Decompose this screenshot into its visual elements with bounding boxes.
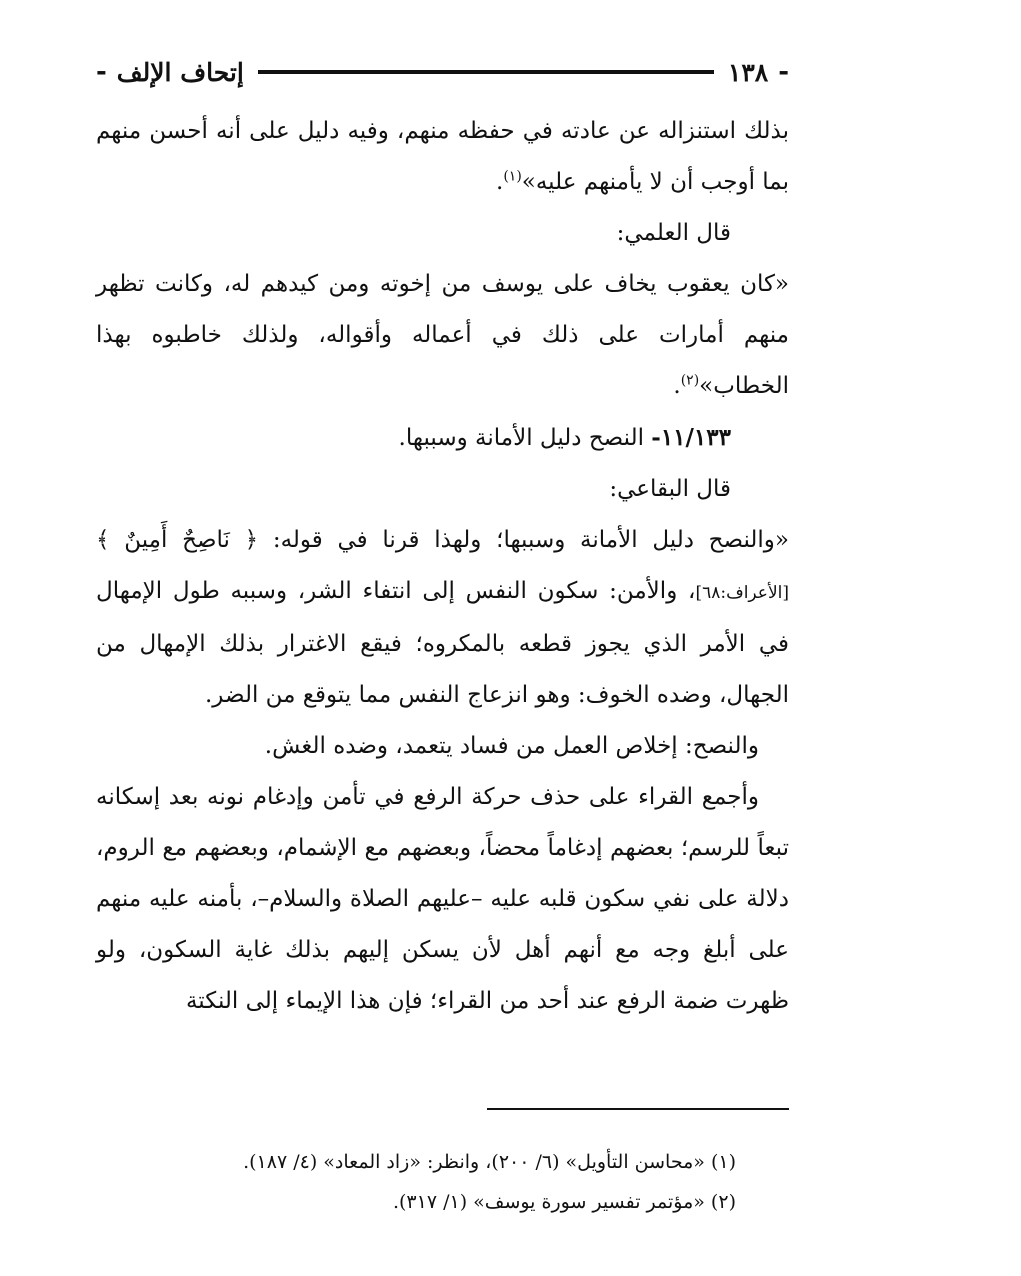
section-heading: [96, 412, 789, 464]
paragraph-2-end: .: [673, 373, 681, 399]
paragraph-2: [96, 259, 789, 412]
verse-reference: [الأعراف:٦٨]: [695, 583, 789, 603]
section-title: النصح دليل الأمانة وسببها.: [398, 425, 644, 451]
paragraph-3-start: «والنصح دليل الأمانة وسببها؛ ولهذا قرنا في قوله:: [258, 527, 789, 553]
paragraph-1-end: .: [496, 169, 504, 195]
header-trailing-dash: -: [96, 57, 107, 87]
label-albiqai: قال البقاعي:: [609, 476, 731, 502]
book-title: إتحاف الإلف: [116, 57, 244, 87]
paragraph-4: والنصح: إخلاص العمل من فساد يتعمد، وضده الغش.: [264, 733, 759, 759]
footnote-separator: [487, 1108, 789, 1110]
footnote-2: (٢) «مؤتمر تفسير سورة يوسف» (١/ ٣١٧).: [392, 1191, 736, 1213]
header-rule: [258, 70, 714, 74]
paragraph-2-text: «كان يعقوب يخاف على يوسف من إخوته ومن كيدهم له، وكانت تظهر منهم أمارات على ذلك في أعماله وأقواله، ولذلك خاطبوه بهذا الخطاب»: [96, 271, 789, 399]
main-text: [96, 106, 789, 1027]
section-number: ١١/١٣٣-: [651, 424, 731, 451]
footnote-ref-2: (٢): [680, 372, 700, 389]
footnote-ref-1: (١): [503, 168, 522, 185]
paragraph-3-rest: ، والأمن: سكون النفس إلى انتفاء الشر، وسببه طول الإمهال في الأمر الذي يجوز قطعه بالمكروه؛ فيقع الاغترار بذلك الإمهال من الجهال، وضده الخوف: وهو انزعاج النفس مما يتوقع من الضر.: [96, 578, 789, 708]
header-dash: -: [778, 57, 789, 87]
paragraph-1-text: بذلك استنزاله عن عادته في حفظه منهم، وفيه دليل على أنه أحسن منهم بما أوجب أن لا يأمنهم عليه»: [96, 118, 789, 195]
label-alalami: قال العلمي:: [616, 220, 731, 246]
footnote-1: (١) «محاسن التأويل» (٦/ ٢٠٠)، وانظر: «زاد المعاد» (٤/ ١٨٧).: [243, 1151, 736, 1173]
quran-verse: ﴿ نَاصِحٌ أَمِينٌ ﴾: [96, 527, 259, 553]
footnotes: [96, 1142, 736, 1222]
paragraph-3: [96, 515, 789, 721]
running-header: [96, 52, 789, 92]
page-number: ١٣٨: [727, 57, 769, 87]
paragraph-1: [96, 106, 789, 208]
paragraph-5: وأجمع القراء على حذف حركة الرفع في تأمن وإدغام نونه بعد إسكانه تبعاً للرسم؛ بعضهم إدغاماً محضاً، وبعضهم مع الإشمام، وبعضهم مع الروم، دلالة على نفي سكون قلبه عليه –عليهم الصلاة والسلام–، بأمنه عليه منهم على أبلغ وجه مع أنهم أهل لأن يسكن إليهم بذلك غاية السكون، ولو ظهرت ضمة الرفع عند أحد من القراء؛ فإن هذا الإيماء إلى النكتة: [96, 784, 789, 1014]
